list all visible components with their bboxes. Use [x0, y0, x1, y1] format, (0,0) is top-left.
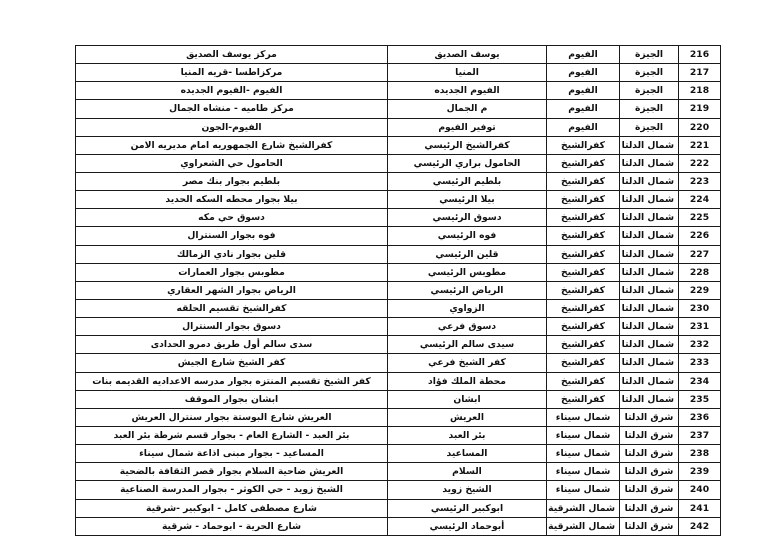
address-cell: الفيوم -الفيوم الجديده: [76, 82, 388, 100]
region-cell: شرق الدلتا: [620, 499, 679, 517]
governorate-cell: كفرالشيخ: [547, 227, 620, 245]
governorate-cell: كفرالشيخ: [547, 354, 620, 372]
region-cell: شمال الدلتا: [620, 372, 679, 390]
row-number-cell: 233: [679, 354, 721, 372]
office-name-cell: كفر الشيخ فرعي: [388, 354, 547, 372]
region-cell: شمال الدلتا: [620, 336, 679, 354]
governorate-cell: شمال سيناء: [547, 445, 620, 463]
address-cell: ابشان بجوار الموقف: [76, 390, 388, 408]
region-cell: شمال الدلتا: [620, 191, 679, 209]
row-number-cell: 237: [679, 426, 721, 444]
governorate-cell: شمال الشرقية: [547, 499, 620, 517]
governorate-cell: الفيوم: [547, 100, 620, 118]
region-cell: شرق الدلتا: [620, 481, 679, 499]
region-cell: شمال الدلتا: [620, 209, 679, 227]
office-name-cell: فوه الرئيسي: [388, 227, 547, 245]
office-name-cell: قلين الرئيسي: [388, 245, 547, 263]
table-row: [76, 390, 721, 408]
governorate-cell: كفرالشيخ: [547, 299, 620, 317]
office-name-cell: بلطيم الرئيسي: [388, 172, 547, 190]
office-name-cell: سيدى سالم الرئيسي: [388, 336, 547, 354]
office-name-cell: دسوق فرعي: [388, 318, 547, 336]
post-offices-table: [75, 45, 721, 536]
row-number-cell: 241: [679, 499, 721, 517]
region-cell: شرق الدلتا: [620, 426, 679, 444]
row-number-cell: 236: [679, 408, 721, 426]
table-row: [76, 209, 721, 227]
governorate-cell: كفرالشيخ: [547, 281, 620, 299]
table-row: [76, 64, 721, 82]
governorate-cell: الفيوم: [547, 82, 620, 100]
row-number-cell: 239: [679, 463, 721, 481]
table-row: [76, 354, 721, 372]
address-cell: دسوق بجوار السنترال: [76, 318, 388, 336]
row-number-cell: 217: [679, 64, 721, 82]
table-row: [76, 463, 721, 481]
address-cell: كفر الشيخ شارع الجيش: [76, 354, 388, 372]
table-row: [76, 299, 721, 317]
office-name-cell: دسوق الرئيسي: [388, 209, 547, 227]
row-number-cell: 227: [679, 245, 721, 263]
address-cell: الشيخ زويد - حي الكوثر - بجوار المدرسة الصناعية: [76, 481, 388, 499]
row-number-cell: 234: [679, 372, 721, 390]
table-row: [76, 318, 721, 336]
address-cell: دسوق حي مكه: [76, 209, 388, 227]
office-name-cell: المنيا: [388, 64, 547, 82]
governorate-cell: كفرالشيخ: [547, 191, 620, 209]
governorate-cell: كفرالشيخ: [547, 263, 620, 281]
office-name-cell: بئر العبد: [388, 426, 547, 444]
table-row: [76, 445, 721, 463]
region-cell: شمال الدلتا: [620, 245, 679, 263]
governorate-cell: كفرالشيخ: [547, 372, 620, 390]
row-number-cell: 220: [679, 118, 721, 136]
office-name-cell: المساعيد: [388, 445, 547, 463]
row-number-cell: 226: [679, 227, 721, 245]
governorate-cell: كفرالشيخ: [547, 318, 620, 336]
address-cell: مطوبس بجوار العمارات: [76, 263, 388, 281]
row-number-cell: 232: [679, 336, 721, 354]
office-name-cell: الزواوي: [388, 299, 547, 317]
governorate-cell: شمال سيناء: [547, 408, 620, 426]
region-cell: شمال الدلتا: [620, 299, 679, 317]
row-number-cell: 225: [679, 209, 721, 227]
table-row: [76, 408, 721, 426]
region-cell: الجيزة: [620, 100, 679, 118]
governorate-cell: الفيوم: [547, 118, 620, 136]
region-cell: شرق الدلتا: [620, 445, 679, 463]
table-row: [76, 372, 721, 390]
governorate-cell: كفرالشيخ: [547, 336, 620, 354]
address-cell: بئر العبد - الشارع العام - بجوار قسم شرطة بئر العبد: [76, 426, 388, 444]
governorate-cell: كفرالشيخ: [547, 154, 620, 172]
address-cell: الحامول حي الشعراوي: [76, 154, 388, 172]
region-cell: شمال الدلتا: [620, 154, 679, 172]
address-cell: العريش ضاحية السلام بجوار قصر الثقافة بالضحية: [76, 463, 388, 481]
region-cell: الجيزة: [620, 82, 679, 100]
region-cell: الجيزة: [620, 118, 679, 136]
address-cell: الفيوم-الجون: [76, 118, 388, 136]
address-cell: الرياض بجوار الشهر العقاري: [76, 281, 388, 299]
governorate-cell: الفيوم: [547, 64, 620, 82]
region-cell: شمال الدلتا: [620, 172, 679, 190]
address-cell: فوه بجوار السنترال: [76, 227, 388, 245]
row-number-cell: 229: [679, 281, 721, 299]
office-name-cell: توفير الفيوم: [388, 118, 547, 136]
table-row: [76, 481, 721, 499]
governorate-cell: شمال سيناء: [547, 463, 620, 481]
office-name-cell: كفرالشيخ الرئيسي: [388, 136, 547, 154]
table-body: [76, 46, 721, 536]
region-cell: شمال الدلتا: [620, 390, 679, 408]
table-row: [76, 118, 721, 136]
office-name-cell: الفيوم الجديده: [388, 82, 547, 100]
address-cell: المساعيد - بجوار مبنى اذاعة شمال سيناء: [76, 445, 388, 463]
row-number-cell: 238: [679, 445, 721, 463]
address-cell: كفرالشيخ شارع الجمهوريه امام مديريه الامن: [76, 136, 388, 154]
region-cell: شرق الدلتا: [620, 517, 679, 535]
office-name-cell: الشيخ زويد: [388, 481, 547, 499]
table-row: [76, 46, 721, 64]
region-cell: شمال الدلتا: [620, 227, 679, 245]
governorate-cell: شمال سيناء: [547, 426, 620, 444]
region-cell: شمال الدلتا: [620, 318, 679, 336]
row-number-cell: 218: [679, 82, 721, 100]
table-row: [76, 172, 721, 190]
address-cell: مركز طاميه - منشاه الجمال: [76, 100, 388, 118]
region-cell: شمال الدلتا: [620, 136, 679, 154]
row-number-cell: 231: [679, 318, 721, 336]
office-name-cell: ابوكبير الرئيسي: [388, 499, 547, 517]
table-row: [76, 191, 721, 209]
table-row: [76, 281, 721, 299]
governorate-cell: كفرالشيخ: [547, 245, 620, 263]
address-cell: بيلا بجوار محطه السكه الحديد: [76, 191, 388, 209]
row-number-cell: 219: [679, 100, 721, 118]
table-row: [76, 82, 721, 100]
governorate-cell: كفرالشيخ: [547, 390, 620, 408]
office-name-cell: يوسف الصديق: [388, 46, 547, 64]
table-row: [76, 263, 721, 281]
row-number-cell: 242: [679, 517, 721, 535]
table-row: [76, 245, 721, 263]
table-row: [76, 136, 721, 154]
address-cell: مركز يوسف الصديق: [76, 46, 388, 64]
region-cell: الجيزة: [620, 46, 679, 64]
table-row: [76, 227, 721, 245]
office-name-cell: مطوبس الرئيسي: [388, 263, 547, 281]
row-number-cell: 230: [679, 299, 721, 317]
office-name-cell: السلام: [388, 463, 547, 481]
row-number-cell: 228: [679, 263, 721, 281]
address-cell: شارع مصطفى كامل - ابوكبير -شرقية: [76, 499, 388, 517]
address-cell: كفر الشيخ تقسيم المنتزه بجوار مدرسه الاعداديه القديمه بنات: [76, 372, 388, 390]
address-cell: شارع الحرية - ابوحماد - شرقية: [76, 517, 388, 535]
region-cell: شمال الدلتا: [620, 354, 679, 372]
address-cell: قلين بجوار نادي الزمالك: [76, 245, 388, 263]
governorate-cell: كفرالشيخ: [547, 172, 620, 190]
region-cell: شمال الدلتا: [620, 263, 679, 281]
governorate-cell: كفرالشيخ: [547, 136, 620, 154]
office-name-cell: الرياض الرئيسي: [388, 281, 547, 299]
table-row: [76, 426, 721, 444]
table-row: [76, 336, 721, 354]
address-cell: مركزاطسا -قريه المنيا: [76, 64, 388, 82]
region-cell: الجيزة: [620, 64, 679, 82]
row-number-cell: 224: [679, 191, 721, 209]
table-row: [76, 517, 721, 535]
address-cell: سدى سالم أول طريق دمرو الحدادى: [76, 336, 388, 354]
office-name-cell: أبوحماد الرئيسي: [388, 517, 547, 535]
table-row: [76, 100, 721, 118]
row-number-cell: 216: [679, 46, 721, 64]
region-cell: شرق الدلتا: [620, 463, 679, 481]
table-row: [76, 154, 721, 172]
row-number-cell: 240: [679, 481, 721, 499]
governorate-cell: الفيوم: [547, 46, 620, 64]
table-row: [76, 499, 721, 517]
office-name-cell: محطة الملك فؤاد: [388, 372, 547, 390]
address-cell: بلطيم بجوار بنك مصر: [76, 172, 388, 190]
row-number-cell: 222: [679, 154, 721, 172]
office-name-cell: الحامول براري الرئيسي: [388, 154, 547, 172]
governorate-cell: شمال الشرقية: [547, 517, 620, 535]
row-number-cell: 223: [679, 172, 721, 190]
office-name-cell: م الجمال: [388, 100, 547, 118]
address-cell: العريش شارع البوستة بجوار سنترال العريش: [76, 408, 388, 426]
office-name-cell: بيلا الرئيسي: [388, 191, 547, 209]
region-cell: شرق الدلتا: [620, 408, 679, 426]
address-cell: كفرالشيخ تقسيم الحلقه: [76, 299, 388, 317]
governorate-cell: شمال سيناء: [547, 481, 620, 499]
governorate-cell: كفرالشيخ: [547, 209, 620, 227]
office-name-cell: العريش: [388, 408, 547, 426]
region-cell: شمال الدلتا: [620, 281, 679, 299]
office-name-cell: ابشان: [388, 390, 547, 408]
row-number-cell: 235: [679, 390, 721, 408]
row-number-cell: 221: [679, 136, 721, 154]
